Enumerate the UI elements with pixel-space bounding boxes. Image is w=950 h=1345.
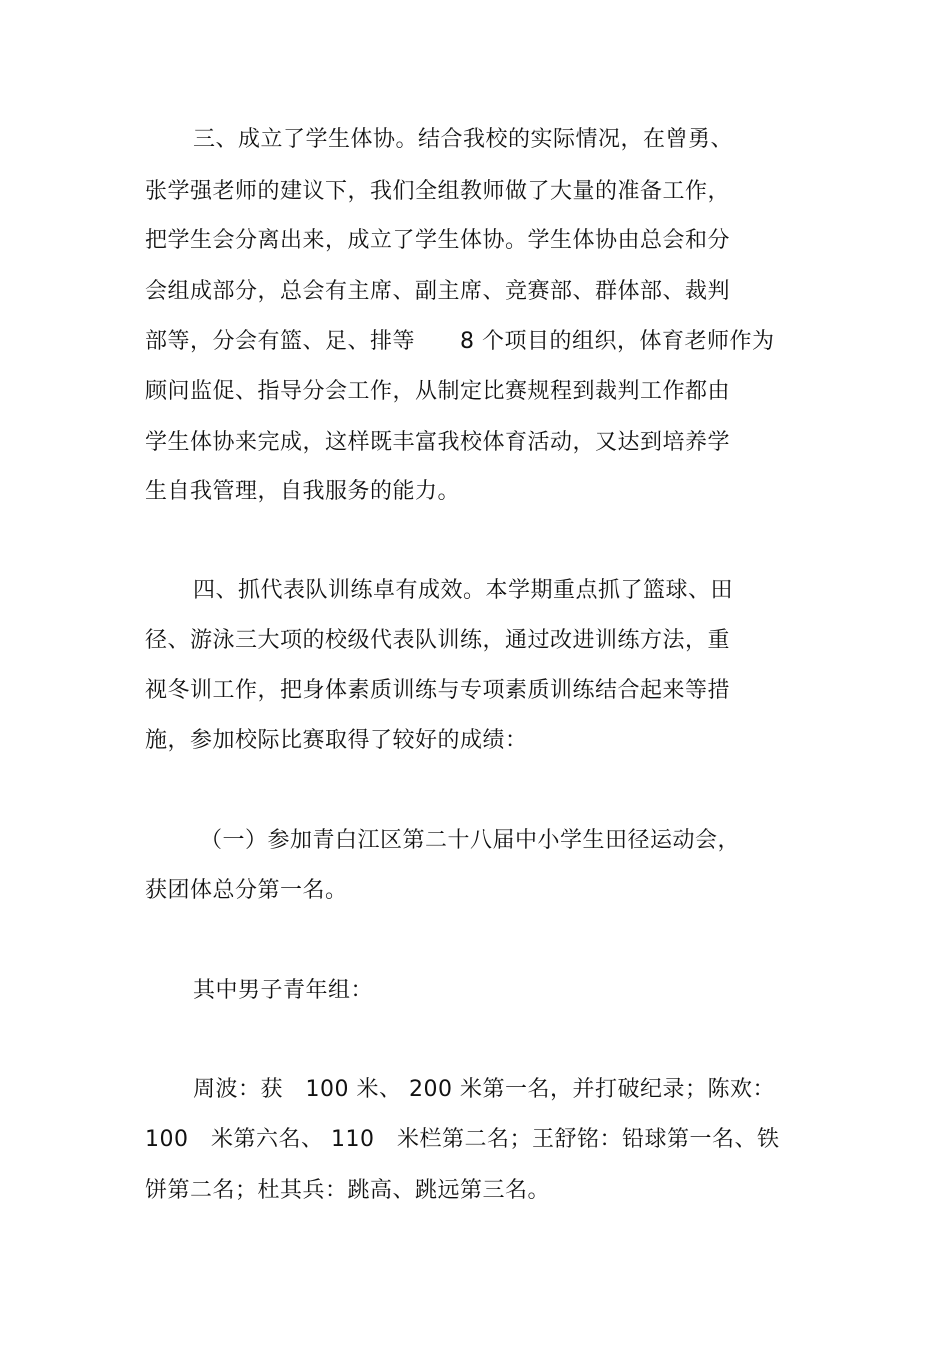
- results-line-2: 100 米第六名、 110 米栏第二名；王舒铭：铅球第一名、铁: [145, 1127, 780, 1152]
- item-1-line-2: 获团体总分第一名。: [145, 878, 348, 903]
- item-1-line-1: （一）参加青白江区第二十八届中小学生田径运动会，: [200, 828, 741, 853]
- paragraph-4-line-4: 施，参加校际比赛取得了较好的成绩：: [145, 728, 528, 753]
- results-line-3: 饼第二名；杜其兵：跳高、跳远第三名。: [145, 1178, 551, 1203]
- paragraph-3-line-5: 部等，分会有篮、足、排等 8 个项目的组织，体育老师作为: [145, 329, 775, 354]
- paragraph-3-line-7: 学生体协来完成，这样既丰富我校体育活动，又达到培养学: [145, 430, 731, 455]
- paragraph-3-line-2: 张学强老师的建议下，我们全组教师做了大量的准备工作，: [145, 179, 731, 204]
- paragraph-4-line-1: 四、抓代表队训练卓有成效。本学期重点抓了篮球、田: [193, 578, 734, 603]
- group-heading: 其中男子青年组：: [193, 978, 374, 1003]
- paragraph-4-line-3: 视冬训工作，把身体素质训练与专项素质训练结合起来等措: [145, 678, 731, 703]
- paragraph-3-line-4: 会组成部分，总会有主席、副主席、竞赛部、群体部、裁判: [145, 279, 731, 304]
- paragraph-3-line-1: 三、成立了学生体协。结合我校的实际情况，在曾勇、: [193, 127, 734, 152]
- paragraph-3-line-3: 把学生会分离出来，成立了学生体协。学生体协由总会和分: [145, 228, 731, 253]
- paragraph-4-line-2: 径、游泳三大项的校级代表队训练，通过改进训练方法，重: [145, 628, 731, 653]
- paragraph-3-line-6: 顾问监促、指导分会工作，从制定比赛规程到裁判工作都由: [145, 379, 731, 404]
- paragraph-3-line-8: 生自我管理，自我服务的能力。: [145, 479, 461, 504]
- results-line-1: 周波：获 100 米、 200 米第一名，并打破纪录；陈欢：: [193, 1077, 775, 1102]
